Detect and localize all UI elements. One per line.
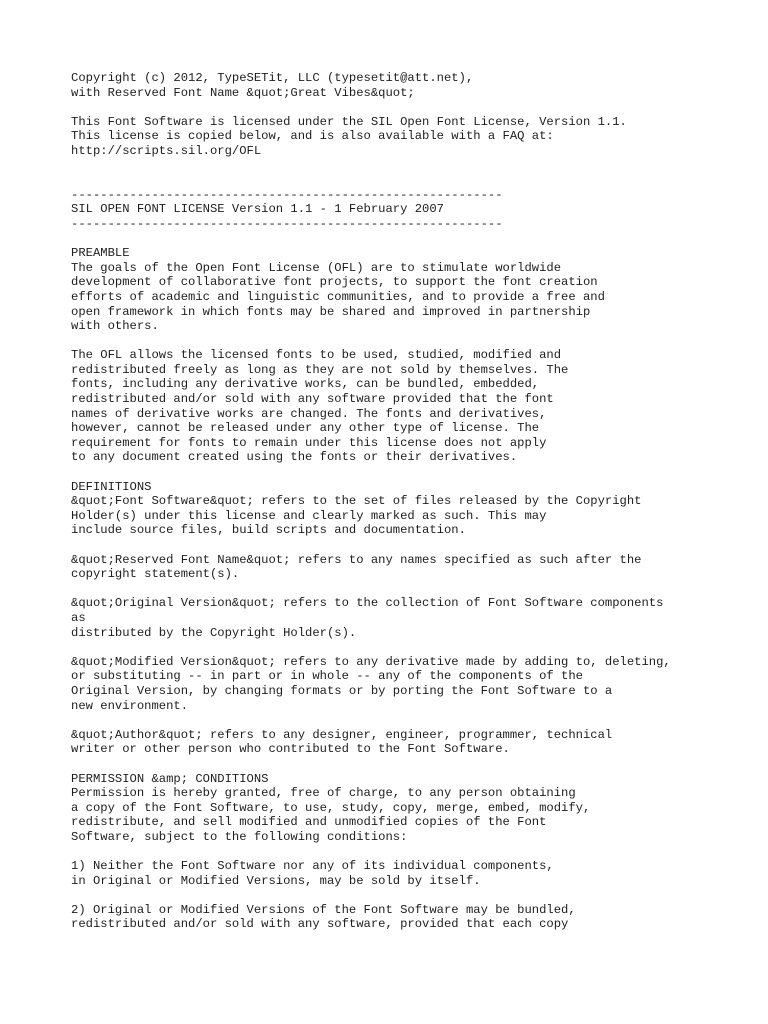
document-line: fonts, including any derivative works, can be bundled, embedded, [71, 377, 540, 392]
document-line: 2) Original or Modified Versions of the Font Software may be bundled, [71, 902, 576, 917]
document-line [71, 640, 751, 655]
document-line [71, 538, 751, 553]
document-line: redistributed and/or sold with any software, provided that each copy [71, 917, 569, 932]
document-line: requirement for fonts to remain under this license does not apply [71, 435, 547, 450]
document-line [71, 173, 751, 188]
document-line: new environment. [71, 698, 189, 713]
document-line: or substituting -- in part or in whole -- any of the components of the [71, 669, 583, 684]
document-line [71, 159, 751, 174]
document-line [71, 582, 751, 597]
document-line: ----------------------------------------------------------- [71, 216, 503, 231]
document-line: ----------------------------------------------------------- [71, 187, 503, 202]
document-line: include source files, build scripts and documentation. [71, 523, 466, 538]
document-line: development of collaborative font projects, to support the font creation [71, 275, 598, 290]
document-line [71, 465, 751, 480]
document-line: Copyright (c) 2012, TypeSETit, LLC (typesetit@att.net), [71, 71, 474, 85]
document-body [71, 71, 751, 932]
document-line: The goals of the Open Font License (OFL) are to stimulate worldwide [71, 260, 562, 275]
document-line [71, 334, 751, 349]
document-line: &quot;Original Version&quot; refers to the collection of Font Software components [71, 596, 664, 611]
document-line: 1) Neither the Font Software nor any of its individual components, [71, 859, 554, 874]
document-line [71, 757, 751, 772]
document-line: to any document created using the fonts or their derivatives. [71, 450, 518, 465]
document-line [71, 888, 751, 903]
document-line: &quot;Modified Version&quot; refers to any derivative made by adding to, deleting, [71, 654, 671, 669]
document-line: http://scripts.sil.org/OFL [71, 143, 262, 158]
document-line: PERMISSION &amp; CONDITIONS [71, 771, 269, 786]
document-line: This Font Software is licensed under the SIL Open Font License, Version 1.1. [71, 114, 627, 129]
document-line: redistributed and/or sold with any software provided that the font [71, 392, 554, 407]
document-line: &quot;Reserved Font Name&quot; refers to any names specified as such after the [71, 552, 642, 567]
document-line: efforts of academic and linguistic communities, and to provide a free and [71, 289, 605, 304]
document-line: Permission is hereby granted, free of charge, to any person obtaining [71, 786, 576, 801]
document-line: with Reserved Font Name &quot;Great Vibes&quot; [71, 85, 415, 100]
document-line: copyright statement(s). [71, 567, 240, 582]
document-line [71, 232, 751, 247]
document-line: open framework in which fonts may be shared and improved in partnership [71, 304, 591, 319]
document-line: &quot;Author&quot; refers to any designer, engineer, programmer, technical [71, 727, 613, 742]
document-line: The OFL allows the licensed fonts to be used, studied, modified and [71, 348, 562, 363]
document-line: Holder(s) under this license and clearly marked as such. This may [71, 508, 547, 523]
document-line: as [71, 610, 86, 625]
document-line: names of derivative works are changed. The fonts and derivatives, [71, 406, 547, 421]
document-line: &quot;Font Software&quot; refers to the set of files released by the Copyright [71, 494, 642, 509]
document-line: SIL OPEN FONT LICENSE Version 1.1 - 1 February 2007 [71, 202, 444, 217]
document-line: distributed by the Copyright Holder(s). [71, 625, 357, 640]
document-line: Software, subject to the following conditions: [71, 829, 408, 844]
document-line: redistributed freely as long as they are not sold by themselves. The [71, 362, 569, 377]
document-line: in Original or Modified Versions, may be sold by itself. [71, 873, 481, 888]
document-line: with others. [71, 319, 159, 334]
document-line: redistribute, and sell modified and unmodified copies of the Font [71, 815, 547, 830]
document-line: This license is copied below, and is also available with a FAQ at: [71, 129, 554, 144]
document-line: a copy of the Font Software, to use, study, copy, merge, embed, modify, [71, 800, 591, 815]
document-line [71, 713, 751, 728]
document-line: DEFINITIONS [71, 479, 152, 494]
document-line: PREAMBLE [71, 246, 130, 261]
document-line [71, 844, 751, 859]
document-line: writer or other person who contributed to the Font Software. [71, 742, 510, 757]
document-line: Original Version, by changing formats or by porting the Font Software to a [71, 683, 613, 698]
document-line [71, 100, 751, 115]
document-line: however, cannot be released under any other type of license. The [71, 421, 540, 436]
